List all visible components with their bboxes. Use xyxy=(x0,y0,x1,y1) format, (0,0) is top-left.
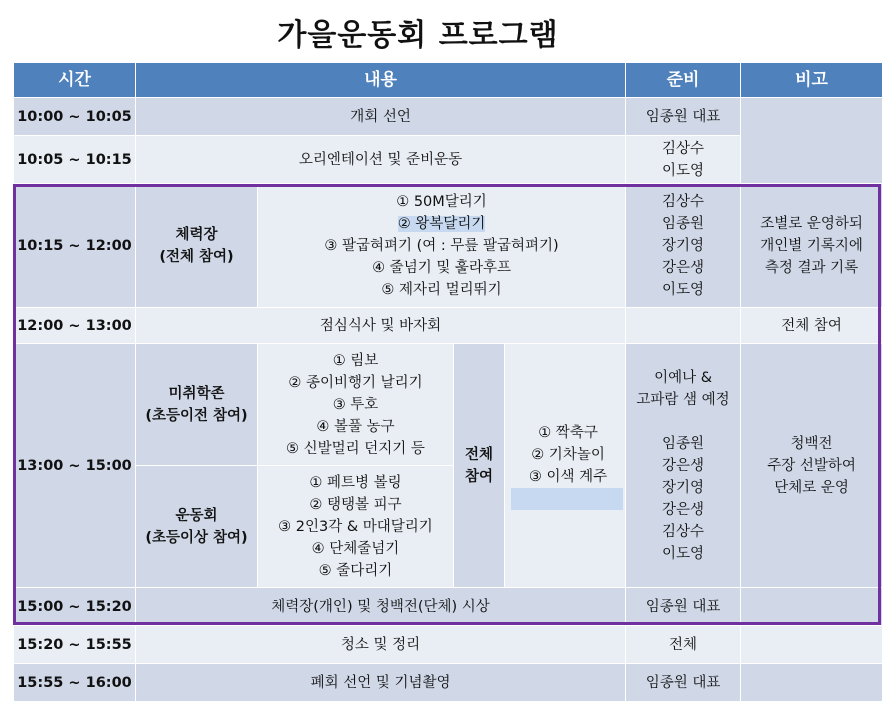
table-row xyxy=(14,664,883,702)
note-cell xyxy=(741,344,883,588)
table-row xyxy=(14,184,883,308)
group-subtitle: (초등이전 참여) xyxy=(145,407,248,424)
prep-cell: 임종원 대표 xyxy=(626,98,741,136)
note-line: 주장 선발하여 xyxy=(767,457,856,474)
content-cell: 오리엔테이션 및 준비운동 xyxy=(136,136,626,184)
group-title: 체력장 xyxy=(175,226,218,243)
group-cell xyxy=(136,184,258,308)
table-row xyxy=(14,344,883,466)
note-cell xyxy=(741,626,883,664)
note-cell xyxy=(741,184,883,308)
items-cell xyxy=(505,344,626,588)
prep-name: 김상수 xyxy=(662,193,705,210)
header-content: 내용 xyxy=(136,63,626,98)
list-item: ② 종이비행기 날리기 xyxy=(288,374,423,391)
header-time: 시간 xyxy=(14,63,136,98)
prep-name: 이도영 xyxy=(662,162,705,179)
list-item: ③ 2인3각 & 마대달리기 xyxy=(278,518,433,535)
note-cell xyxy=(741,588,883,626)
time-cell: 10:05 ~ 10:15 xyxy=(14,136,136,184)
content-cell: 개회 선언 xyxy=(136,98,626,136)
prep-name: 임종원 xyxy=(662,215,705,232)
header-prep: 준비 xyxy=(626,63,741,98)
list-item: ③ 투호 xyxy=(332,396,379,413)
note-line: 단체로 운영 xyxy=(774,479,849,496)
note-line: 조별로 운영하되 xyxy=(760,215,863,232)
prep-name: 강은생 xyxy=(662,501,705,518)
list-item: ① 짝축구 xyxy=(538,424,598,441)
prep-name: 강은생 xyxy=(662,259,705,276)
items-cell xyxy=(258,344,454,466)
note-cell xyxy=(741,98,883,184)
table-row xyxy=(14,588,883,626)
prep-spacer xyxy=(626,411,740,433)
prep-name: 이도영 xyxy=(662,281,705,298)
highlight-bar xyxy=(511,488,623,510)
prep-cell: 임종원 대표 xyxy=(626,588,741,626)
content-cell: 체력장(개인) 및 청백전(단체) 시상 xyxy=(136,588,626,626)
prep-name: 이예나 & xyxy=(654,369,713,386)
items-cell xyxy=(258,466,454,588)
all-participate-cell xyxy=(454,344,505,588)
group-cell xyxy=(136,344,258,466)
group-cell xyxy=(136,466,258,588)
program-table xyxy=(13,62,883,702)
list-item: ④ 볼풀 농구 xyxy=(316,418,395,435)
group-title: 미취학존 xyxy=(168,385,225,402)
note-cell xyxy=(741,664,883,702)
prep-name: 이도영 xyxy=(662,545,705,562)
table-row xyxy=(14,308,883,344)
all-label: 전체 xyxy=(464,446,493,463)
header-note: 비고 xyxy=(741,63,883,98)
list-item: ⑤ 제자리 멀리뛰기 xyxy=(381,281,502,298)
list-item: ② 탱탱볼 피구 xyxy=(309,496,402,513)
prep-cell: 전체 xyxy=(626,626,741,664)
note-line: 개인별 기록지에 xyxy=(760,237,863,254)
prep-name: 장기영 xyxy=(662,237,705,254)
prep-name: 임종원 xyxy=(662,435,705,452)
note-cell: 전체 참여 xyxy=(741,308,883,344)
all-label: 참여 xyxy=(464,468,493,485)
list-item: ① 50M달리기 xyxy=(396,193,487,210)
time-cell: 13:00 ~ 15:00 xyxy=(14,344,136,588)
list-item: ③ 팔굽혀펴기 (여 : 무릎 팔굽혀펴기) xyxy=(324,237,559,254)
prep-cell xyxy=(626,308,741,344)
prep-cell xyxy=(626,136,741,184)
prep-name: 강은생 xyxy=(662,457,705,474)
list-item: ① 림보 xyxy=(332,352,379,369)
prep-cell xyxy=(626,344,741,588)
items-cell xyxy=(258,184,626,308)
prep-name: 김상수 xyxy=(662,523,705,540)
prep-name: 장기영 xyxy=(662,479,705,496)
time-cell: 15:55 ~ 16:00 xyxy=(14,664,136,702)
list-item: ④ 줄넘기 및 훌라후프 xyxy=(372,259,511,276)
time-cell: 10:15 ~ 12:00 xyxy=(14,184,136,308)
list-item: ⑤ 줄다리기 xyxy=(318,562,393,579)
time-cell: 10:00 ~ 10:05 xyxy=(14,98,136,136)
prep-name: 김상수 xyxy=(662,140,705,157)
time-cell: 15:00 ~ 15:20 xyxy=(14,588,136,626)
group-subtitle: (초등이상 참여) xyxy=(145,529,248,546)
time-cell: 15:20 ~ 15:55 xyxy=(14,626,136,664)
table-row xyxy=(14,626,883,664)
list-item: ① 페트병 볼링 xyxy=(309,474,402,491)
list-item: ② 기차놀이 xyxy=(531,446,605,463)
list-item: ② 왕복달리기 xyxy=(397,215,486,232)
group-title: 운동회 xyxy=(175,507,218,524)
prep-cell: 임종원 대표 xyxy=(626,664,741,702)
content-cell: 폐회 선언 및 기념촬영 xyxy=(136,664,626,702)
list-item: ⑤ 신발멀리 던지기 등 xyxy=(286,440,425,457)
page-title: 가을운동회 프로그램 xyxy=(277,18,559,53)
group-subtitle: (전체 참여) xyxy=(159,248,234,265)
list-item: ④ 단체줄넘기 xyxy=(311,540,400,557)
note-line: 측정 결과 기록 xyxy=(764,259,859,276)
prep-cell xyxy=(626,184,741,308)
note-line: 청백전 xyxy=(790,435,833,452)
list-item: ③ 이색 계주 xyxy=(528,468,608,485)
content-cell: 점심식사 및 바자회 xyxy=(136,308,626,344)
table-row xyxy=(14,98,883,136)
prep-name: 고파람 샘 예정 xyxy=(636,391,730,408)
time-cell: 12:00 ~ 13:00 xyxy=(14,308,136,344)
content-cell: 청소 및 정리 xyxy=(136,626,626,664)
table-header-row xyxy=(14,63,883,98)
